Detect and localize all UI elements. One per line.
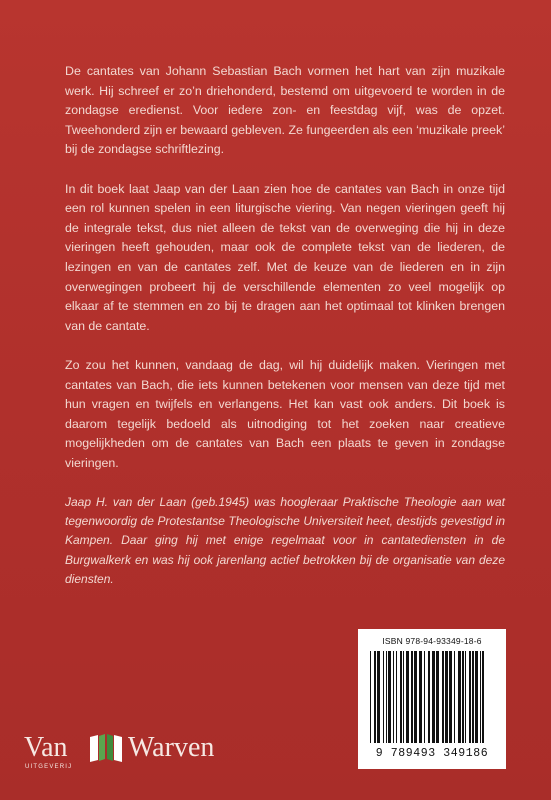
paragraph-2: In dit boek laat Jaap van der Laan zien hoe de cantates van Bach in onze tijd een rol kunnen spelen in een liturgische viering. Van negen vieringen geeft hij de integrale tekst, dus niet alleen de tekst van de overweging die hij in deze vieringen heeft gehouden, maar ook de complete tekst van de liederen, de lezingen en van de cantates zelf. Met de keuze van de liederen en in zijn overwegingen probeert hij de verschillende elementen zo veel mogelijk op elkaar af te stemmen en zo bij te dragen aan het optimaal tot klinken brengen van de cantate. (65, 181, 505, 333)
barcode-bar (458, 651, 461, 743)
barcode-bar (462, 651, 464, 743)
barcode-bar (396, 651, 397, 743)
barcode-bar (449, 651, 452, 743)
barcode-bar (469, 651, 471, 743)
barcode-bar (414, 651, 417, 743)
barcode (358, 629, 506, 769)
paragraph-3: Zo zou het kunnen, vandaag de dag, wil hij duidelijk maken. Vieringen met cantates van Bach, die iets kunnen betekenen voor mensen van deze tijd met hun vragen en twijfels en verlangens. Het kan vast ook anders. Dit boek is daarom tegelijk bedoeld als uitnodiging tot het zoeken naar creatieve mogelijkheden om de cantates van Bach een plaats te geven in zondagse vieringen. (65, 357, 505, 470)
barcode-bar (411, 651, 413, 743)
publisher-name-warven: Warven (128, 732, 215, 763)
isbn-label: ISBN 978-94-93349-18-6 (382, 636, 482, 646)
paragraph-1: De cantates van Johann Sebastian Bach vormen het hart van zijn muzikale werk. Hij schreef er zo’n driehonderd, bestemd om uitgevoerd te worden in de zondagse eredienst. Voor iedere zon- en feestdag vijf, was de opzet. Tweehonderd zijn er bewaard gebleven. Ze fungeerden als een ‘muzikale preek’ bij de zondagse schriftlezing. (65, 64, 505, 157)
barcode-bar (388, 651, 391, 743)
barcode-bar (370, 651, 371, 743)
barcode-bar (445, 651, 448, 743)
barcode-bar (454, 651, 455, 743)
barcode-bar (442, 651, 444, 743)
author-bio: Jaap H. van der Laan (geb.1945) was hoogleraar Praktische Theologie aan wat tegenwoordig de Protestantse Theologische Universiteit heet, destijds gevestigd in Kampen. Daar ging hij met enige regelmaat voor in cantatediensten in de Burgwalkerk en was hij ook jarenlang actief betrokken bij de organisatie van deze diensten. (65, 495, 505, 586)
barcode-bar (480, 651, 481, 743)
barcode-bar (374, 651, 376, 743)
barcode-bar (472, 651, 474, 743)
barcode-bar (424, 651, 425, 743)
barcode-bar (428, 651, 430, 743)
barcode-bar (419, 651, 422, 743)
barcode-bar (377, 651, 380, 743)
barcode-bar (393, 651, 394, 743)
book-pages-icon (88, 733, 124, 763)
blurb-text (65, 62, 505, 609)
barcode-bar (482, 651, 484, 743)
publisher-name-van: Van (24, 732, 68, 763)
barcode-bar (400, 651, 402, 743)
barcode-bar (465, 651, 466, 743)
publisher-subtitle: UITGEVERIJ (25, 764, 73, 770)
barcode-bar (475, 651, 478, 743)
barcode-bar (436, 651, 439, 743)
barcode-digits: 9 789493 349186 (375, 747, 489, 760)
barcode-bar (403, 651, 404, 743)
barcode-bar (386, 651, 387, 743)
publisher-logo (24, 727, 244, 772)
barcode-bars (370, 651, 498, 749)
barcode-bar (432, 651, 435, 743)
barcode-bar (406, 651, 409, 743)
barcode-bar (383, 651, 384, 743)
